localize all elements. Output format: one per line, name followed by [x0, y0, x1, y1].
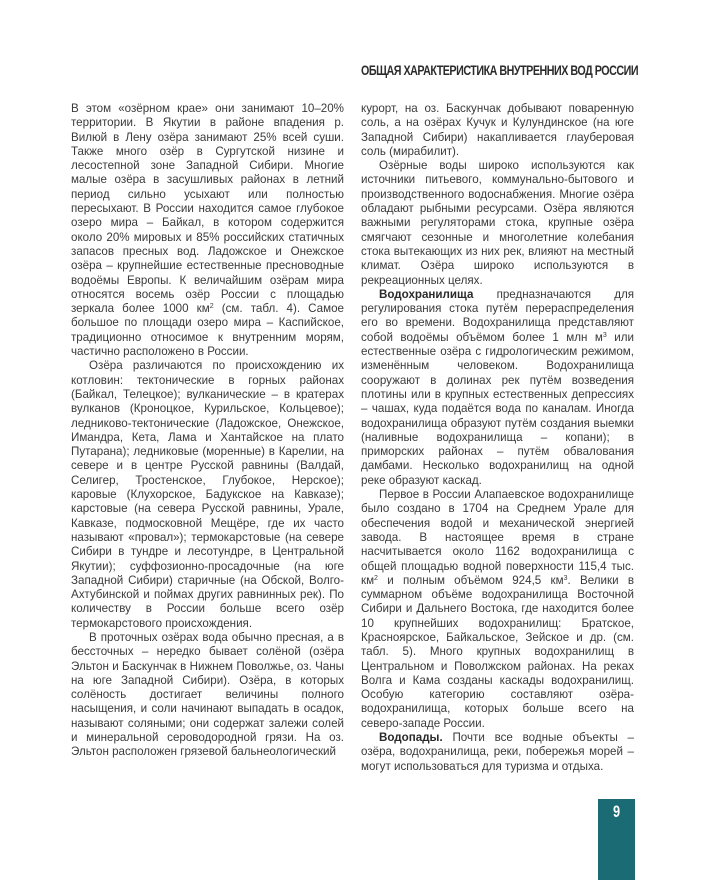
paragraph-text: В этом «озёрном крае» они занимают 10–20% территории. В Якутии в районе впадения р. Вилюй в Лену озёра занимают 25% всей суши. Также много озёр в Сургутской низине и лесостепной зоне Западной Сибири. Многие малые озёра в засушливых районах в летний период сильно усыхают или полностью пересыхают. В России находится самое глубокое озеро мира – Байкал, в котором содержится около 20% мировых и 85% российских статичных запасов пресных вод. Ладожское и Онежское озёра – крупнейшие естественные пресноводные водоёмы Европы. К величайшим озёрам мира относятся восемь озёр России с площадью зеркала более 1000 км: [71, 102, 344, 316]
paragraph: В проточных озёрах вода обычно пресная, а в бессточных – нередко бывает солёной (озёра Эльтон и Баскунчак в Нижнем Поволжье, оз. Чаны на юге Западной Сибири). Озёра, в которых солёность достигает величины полного насыщения, и соли начинают выпадать в осадок, называют соляными; они содержат залежи солей и минеральной сероводородной грязи. На оз. Эльтон расположен грязевой бальнеологический: [71, 630, 344, 759]
paragraph-text: . Велики в суммарном объёме водохранилища Восточной Сибири и Дальнего Востока, где находится более 10 крупнейших водохранилищ: Братское, Красноярское, Байкальское, Зейское и др. (см. табл. 5). Много крупных водохранилищ в Центральном и Поволжском районах. На реках Волга и Кама созданы каскады водохранилищ. Особую категорию составляют озёра-водохранилища, которых больше всего на северо-западе России.: [361, 573, 634, 730]
term-waterfalls: Водопады.: [379, 731, 443, 745]
superscript: 3: [602, 331, 607, 339]
superscript: 2: [374, 574, 378, 582]
running-title: ОБЩАЯ ХАРАКТЕРИСТИКА ВНУТРЕННИХ ВОД РОССИИ: [361, 63, 639, 78]
paragraph-text: и полным объёмом 924,5 км: [377, 573, 564, 587]
paragraph-text: Почти все водные объекты – озёра, водохранилища, реки, побережья морей – могут использоваться для туризма и отдыха.: [361, 731, 634, 773]
paragraph: [361, 288, 634, 488]
page-number: 9: [612, 802, 621, 821]
superscript: 3: [563, 574, 568, 582]
paragraph: [71, 102, 344, 359]
paragraph: Озёра различаются по происхождению их котловин: тектонические в горных районах (Байкал, Телецкое); вулканические – в кратерах вулканов (Кроноцкое, Курильское, Кольцевое); ледниково-тектонические (Ладожское, Онежское, Имандра, Кета, Лама и Хантайское на плато Путарана); ледниковые (моренные) в Карелии, на севере и в центре Русской равнины (Валдай, Селигер, Тростенское, Глубокое, Нерское); каровые (Клухорское, Бадукское на Кавказе); карстовые (на севера Русской равнины, Урале, Кавказе, подмосковной Мещёре, где их часто называют «провал»); термокарстовые (на севере Сибири в тундре и лесотундре, в Центральной Якутии); суффозионно-просадочные (на юге Западной Сибири) старичные (на Обской, Волго-Ахтубинской и поймах других равнинных рек). По количеству в России больше всего озёр термокарстового происхождения.: [71, 359, 344, 630]
paragraph: Озёрные воды широко используются как источники питьевого, коммунально-бытового и производственного водоснабжения. Многие озёра обладают рыбными ресурсами. Озёра являются важными регуляторами стока, крупные озёра смягчают сезонные и многолетние колебания стока вытекающих из них рек, влияют на местный климат. Озёра широко используются в рекреационных целях.: [361, 159, 634, 287]
paragraph-text: Первое в России Алапаевское водохранилище было создано в 1704 на Среднем Урале для обеспечения водой и механической энергией завода. В настоящее время в стране насчитывается около 1162 водохранилища с общей площадью водной поверхности 115,4 тыс. км: [361, 488, 634, 587]
page-number-tab: [598, 799, 635, 880]
superscript: 2: [209, 303, 214, 311]
text-column-right: [361, 102, 634, 774]
paragraph-text: предназначаются для регулирования стока путём перераспределения его во времени. Водохранилища представляют собой водоёмы объёмом более 1 млн м: [361, 287, 634, 344]
paragraph-text: или естественные озёра с гидрологическим режимом, изменённым человеком. Водохранилища сооружают в долинах рек путём возведения плотины или в крупных естественных депрессиях – чашах, куда подаётся вода по каналам. Иногда водохранилища образуют путём создания выемки (наливные водохранилища – копани); в приморских районах – путём обвалования дамбами. Несколько водохранилищ на одной реке образуют каскад.: [361, 330, 634, 487]
text-column-left: [71, 102, 344, 760]
paragraph: курорт, на оз. Баскунчак добывают поваренную соль, а на озёрах Кучук и Кулундинское (на юге Западной Сибири) накапливается глауберовая соль (мирабилит).: [361, 102, 634, 158]
term-reservoirs: Водохранилища: [379, 287, 474, 301]
paragraph: [361, 731, 634, 774]
paragraph-text: (см. табл. 4). Самое большое по площади озеро мира – Каспийское, традиционно относимое к внутренним морям, частично расположено в России.: [71, 302, 344, 359]
paragraph: [361, 488, 634, 731]
